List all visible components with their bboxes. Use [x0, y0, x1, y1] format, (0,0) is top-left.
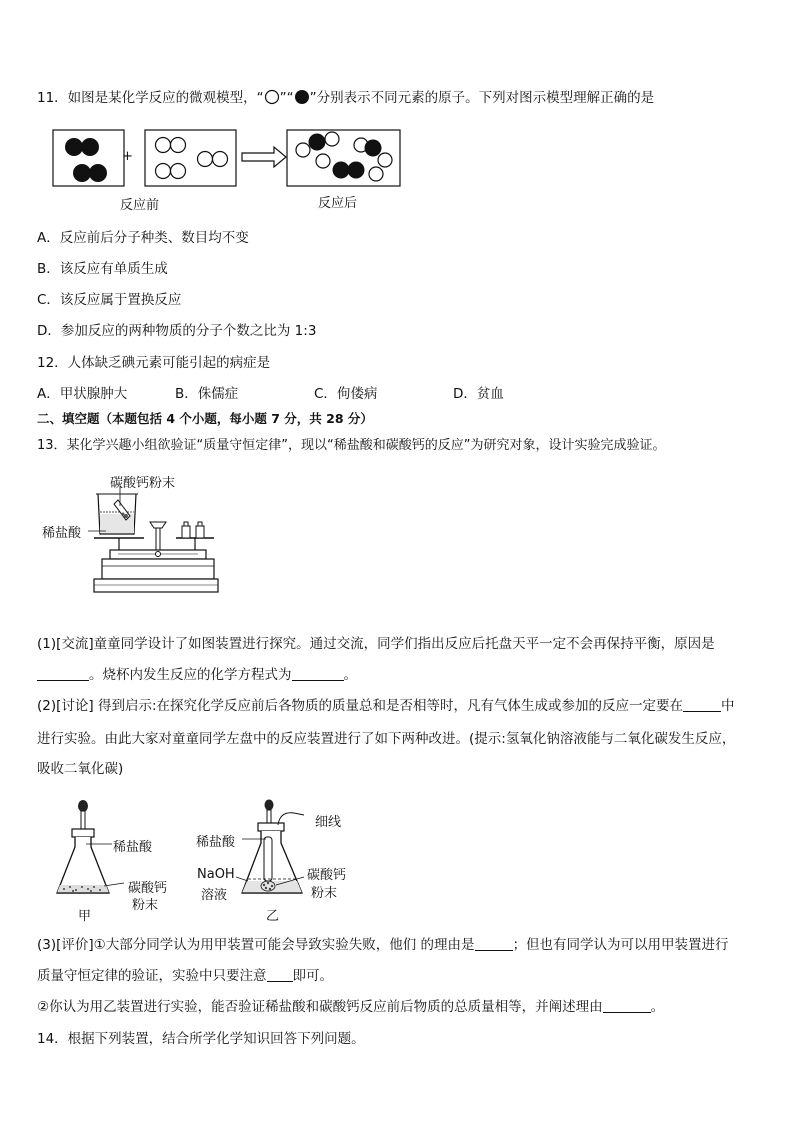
reaction-model-figure [52, 128, 404, 190]
q11-stem: 11．如图是某化学反应的微观模型，“ ”“ ”分别表示不同元素的原子。下列对图示模型理解正确的是 [37, 90, 655, 106]
q12-stem: 12．人体缺乏碘元素可能引起的病症是 [37, 355, 271, 371]
answer-blank[interactable] [475, 937, 513, 951]
label-dilute-hcl: 稀盐酸 [42, 526, 82, 541]
q12-option-d: D．贫血 [453, 386, 504, 402]
label-apparatus-b: 乙 [266, 909, 280, 924]
q13-part2-line2: 进行实验。由此大家对童童同学左盘中的反应装置进行了如下两种改进。(提示:氢氧化钠溶液能与二氧化碳发生反应， [37, 731, 736, 747]
answer-blank[interactable] [292, 667, 344, 681]
q11-option-c: C．该反应属于置换反应 [37, 292, 182, 308]
q12-option-b: B．侏儒症 [175, 386, 239, 402]
q13-part1-line1: (1)[交流]童童同学设计了如图装置进行探究。通过交流，同学们指出反应后托盘天平一定不会再保持平衡，原因是 [37, 636, 715, 652]
label-b-thread: 细线 [315, 815, 342, 830]
label-apparatus-a: 甲 [78, 909, 92, 924]
answer-blank[interactable] [267, 968, 293, 982]
label-a-acid: 稀盐酸 [113, 840, 153, 855]
white-atom-icon [264, 89, 280, 105]
label-after-reaction: 反应后 [318, 196, 358, 211]
label-b-powder: 粉末 [311, 886, 338, 901]
q12-option-c: C．佝偻病 [314, 386, 378, 402]
label-b-solution: 溶液 [201, 888, 228, 903]
label-a-caco3: 碳酸钙 [128, 881, 168, 896]
q13-part3-line1: (3)[评价]①大部分同学认为用甲装置可能会导致实验失败，他们 的理由是 ；但也有同学认为可以用甲装置进行 [37, 937, 729, 953]
answer-blank[interactable] [683, 698, 721, 712]
plus-sign: + [122, 149, 133, 164]
answer-blank[interactable] [37, 667, 89, 681]
q14-stem: 14．根据下列装置，结合所学化学知识回答下列问题。 [37, 1031, 365, 1047]
q11-option-b: B．该反应有单质生成 [37, 261, 168, 277]
balance-apparatus-figure [90, 486, 220, 600]
q13-part3-line2: 质量守恒定律的验证，实验中只要注意 即可。 [37, 968, 333, 984]
q13-part2-line1: (2)[讨论] 得到启示:在探究化学反应前后各物质的质量总和是否相等时，凡有气体生成或参加的反应一定要在 中 [37, 698, 735, 714]
q13-part3-line3: ②你认为用乙装置进行实验，能否验证稀盐酸和碳酸钙反应前后物质的总质量相等，并阐述理由 。 [37, 999, 665, 1015]
q11-option-d: D．参加反应的两种物质的分子个数之比为 1:3 [37, 323, 317, 339]
leader-line [88, 527, 108, 537]
q11-option-a: A．反应前后分子种类、数目均不变 [37, 230, 249, 246]
label-b-acid: 稀盐酸 [196, 835, 236, 850]
label-caco3-powder: 碳酸钙粉末 [110, 476, 176, 491]
label-b-naoh: NaOH [197, 867, 235, 882]
label-b-caco3: 碳酸钙 [307, 868, 347, 883]
black-atom-icon [294, 89, 310, 105]
answer-blank[interactable] [603, 999, 651, 1013]
q13-part2-line3: 吸收二氧化碳) [37, 761, 124, 777]
q13-stem: 13．某化学兴趣小组欲验证“质量守恒定律”，现以“稀盐酸和碳酸钙的反应”为研究对象，设计实验完成验证。 [37, 438, 666, 453]
label-a-powder: 粉末 [132, 898, 159, 913]
label-before-reaction: 反应前 [120, 198, 160, 213]
section-heading: 二、填空题（本题包括 4 个小题，每小题 7 分，共 28 分） [37, 411, 373, 426]
q12-option-a: A．甲状腺肿大 [37, 386, 128, 402]
q13-part1-line2: 。烧杯内发生反应的化学方程式为 。 [37, 666, 357, 684]
